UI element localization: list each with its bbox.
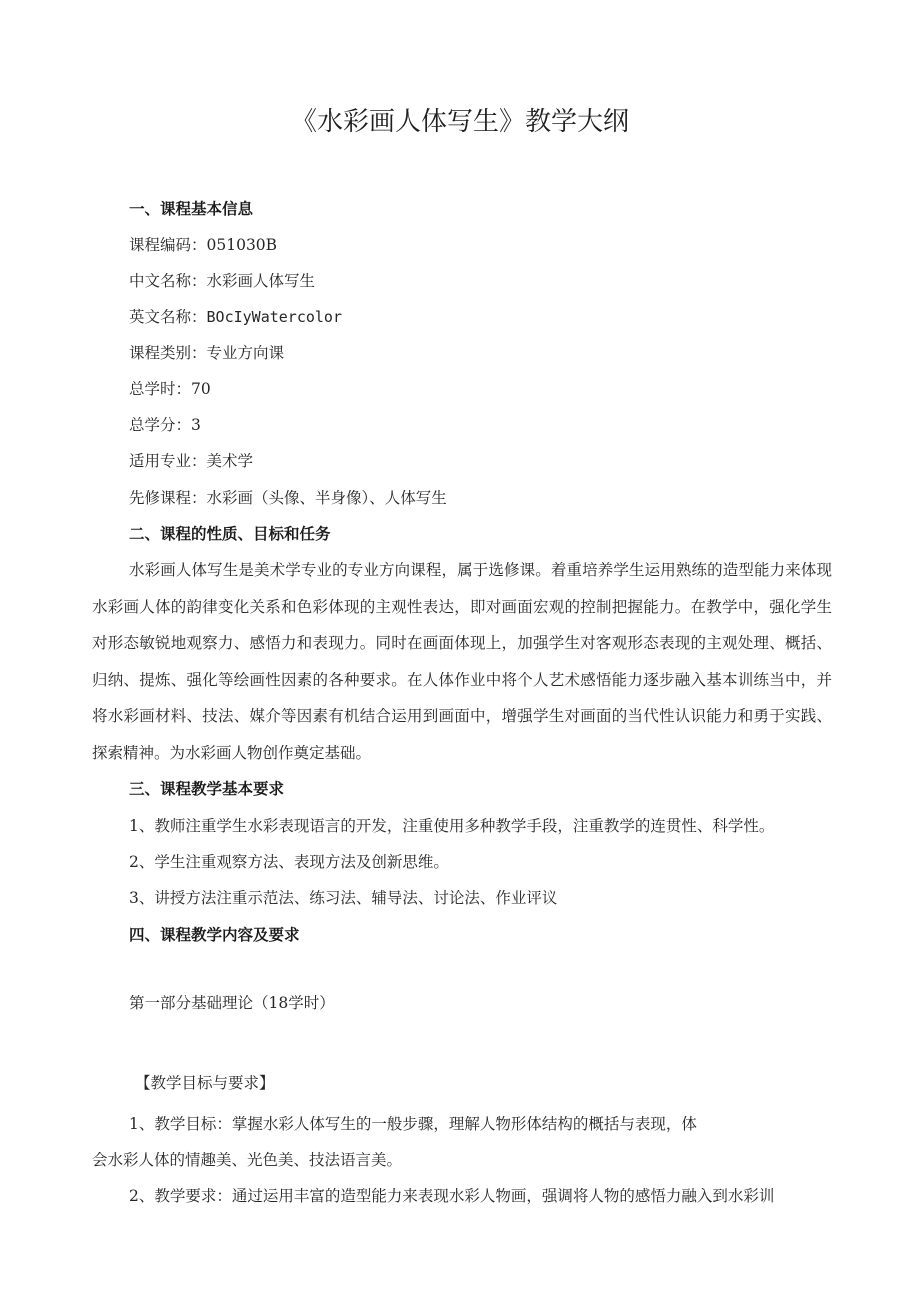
teaching-requirement-line: 2、教学要求：通过运用丰富的造型能力来表现水彩人物画，强调将人物的感悟力融入到水彩训 [129, 1187, 775, 1205]
course-prerequisites: 先修课程：水彩画（头像、半身像）、人体写生 [129, 489, 447, 507]
part-one-title: 第一部分基础理论（18学时） [129, 994, 335, 1012]
teaching-goals-label: 【教学目标与要求】 [135, 1074, 275, 1092]
section-heading-content-requirements: 四、课程教学内容及要求 [129, 925, 300, 944]
section-heading-basic-requirements: 三、课程教学基本要求 [129, 779, 285, 798]
course-chinese-name: 中文名称：水彩画人体写生 [129, 272, 316, 290]
course-total-hours: 总学时：70 [129, 380, 211, 398]
course-total-credits: 总学分：3 [129, 416, 201, 434]
requirement-item: 1、教师注重学生水彩表现语言的开发，注重使用多种教学手段，注重教学的连贯性、科学性。 [129, 817, 775, 835]
section-heading-basic-info: 一、课程基本信息 [129, 199, 254, 218]
course-english-name [129, 306, 342, 328]
requirement-item: 3、讲授方法注重示范法、练习法、辅导法、讨论法、作业评议 [129, 889, 558, 907]
section-heading-nature-goals: 二、课程的性质、目标和任务 [129, 524, 331, 543]
requirement-item: 2、学生注重观察方法、表现方法及创新思维。 [129, 853, 449, 871]
course-description-paragraph: 水彩画人体写生是美术学专业的专业方向课程，属于选修课。着重培养学生运用熟练的造型能力来体现水彩画人体的韵律变化关系和色彩体现的主观性表达，即对画面宏观的控制把握能力。在教学中，强化学生对形态敏锐地观察力、感悟力和表现力。同时在画面体现上，加强学生对客观形态表现的主观处理、概括、归纳、提炼、强化等绘画性因素的各种要求。在人体作业中将个人艺术感悟能力逐步融入基本训练当中，并将水彩画材料、技法、媒介等因素有机结合运用到画面中，增强学生对画面的当代性认识能力和勇于实践、探索精神。为水彩画人物创作奠定基础。 [92, 561, 832, 762]
teaching-goal-line: 会水彩人体的情趣美、光色美、技法语言美。 [92, 1151, 403, 1169]
english-name-label: 英文名称： [129, 308, 207, 326]
teaching-goal-line: 1、教学目标：掌握水彩人体写生的一般步骤，理解人物形体结构的概括与表现，体 [129, 1115, 697, 1133]
english-name-value: BOcIyWatercolor [206, 308, 342, 326]
course-code: 课程编码：051030B [129, 236, 278, 254]
course-applicable-major: 适用专业：美术学 [129, 452, 254, 470]
page-title: 《水彩画人体写生》教学大纲 [290, 107, 629, 137]
course-category: 课程类别：专业方向课 [129, 344, 285, 362]
